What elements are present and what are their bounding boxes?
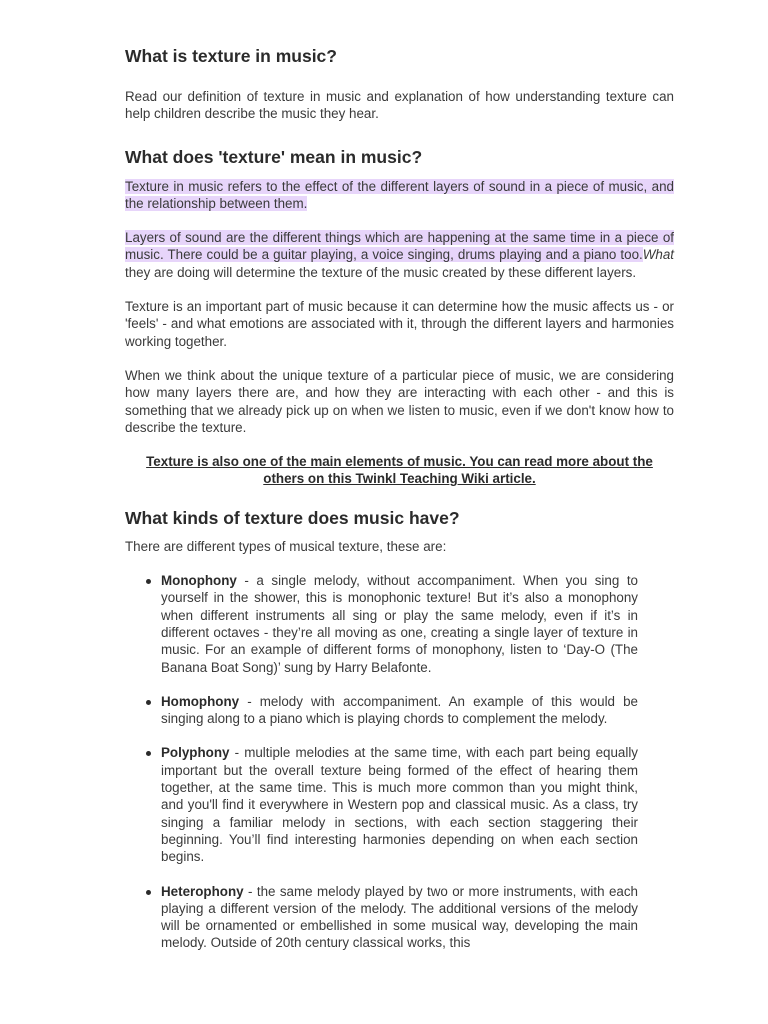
term-polyphony: Polyphony — [161, 745, 230, 761]
highlight-definition: Texture in music refers to the effect of the different layers of sound in a piece of music, and the relationship between them. — [125, 178, 674, 211]
page-title: What is texture in music? — [125, 46, 337, 66]
bullet-icon — [146, 700, 151, 705]
heading-texture-kinds: What kinds of texture does music have? — [125, 507, 460, 528]
desc-polyphony: - multiple melodies at the same time, with each part being equally important but the overall texture being formed of the effect of hearing them together, at the same time. This is much more common than you might think, and you'll find it everywhere in Western pop and classical music. As a class, try singing a familiar melody in sections, with each section staggering their beginning. You’ll find interesting harmonies depending on when each section begins. — [161, 745, 638, 865]
importance-paragraph: Texture is an important part of music because it can determine how the music affects us - or 'feels' - and what emotions are associated with it, through the different layers and harmonies working together. — [125, 299, 674, 349]
desc-homophony: - melody with accompaniment. An example of this would be singing along to a piano which is playing chords to complement the melody. — [161, 693, 638, 727]
emphasis-what: What — [642, 247, 674, 263]
layers-paragraph — [125, 229, 674, 281]
article — [125, 44, 674, 952]
bullet-icon — [146, 890, 151, 895]
heading-texture-meaning: What does 'texture' mean in music? — [125, 146, 423, 167]
list-item-homophony — [125, 693, 638, 728]
term-monophony: Monophony — [161, 573, 237, 589]
bullet-icon — [146, 579, 151, 584]
desc-monophony: - a single melody, without accompaniment. When you sing to yourself in the shower, this is monophonic texture! But it’s also a monophony when different instruments all sing or play the same melody, even if it’s in different octaves - they’re all moving as one, creating a single layer of texture in music. For an example of different forms of monophony, listen to ‘Day-O (The Banana Boat Song)’ sung by Harry Belafonte. — [161, 573, 638, 675]
definition-paragraph — [125, 178, 674, 213]
list-item-monophony — [125, 572, 638, 676]
intro-paragraph: Read our definition of texture in music and explanation of how understanding texture can help children describe the music they hear. — [125, 89, 674, 122]
bullet-icon — [146, 751, 151, 756]
wiki-article-link[interactable]: Texture is also one of the main elements of music. You can read more about the others on this Twinkl Teaching Wiki article. — [146, 454, 653, 487]
types-intro: There are different types of musical texture, these are: — [125, 538, 447, 554]
term-homophony: Homophony — [161, 693, 240, 709]
term-heterophony: Heterophony — [161, 883, 244, 899]
list-item-heterophony — [125, 883, 638, 952]
highlight-layers: Layers of sound are the different things which are happening at the same time in a piece of music. There could be a guitar playing, a voice singing, drums playing and a piano too. — [125, 230, 674, 263]
desc-heterophony: - the same melody played by two or more instruments, with each playing a different version of the melody. The additional versions of the melody will be ornamented or embellished in some musical way, developing the main melody. Outside of 20th century classical works, this — [161, 883, 638, 951]
texture-types-list — [125, 572, 674, 952]
layers-rest: they are doing will determine the texture of the music created by these different layers. — [125, 264, 637, 280]
unique-texture-paragraph: When we think about the unique texture of a particular piece of music, we are considering how many layers there are, and how they are interacting with each other - and this is something that we already pick up on when we listen to music, even if we don't know how to describe the texture. — [125, 367, 674, 435]
list-item-polyphony — [125, 744, 638, 865]
